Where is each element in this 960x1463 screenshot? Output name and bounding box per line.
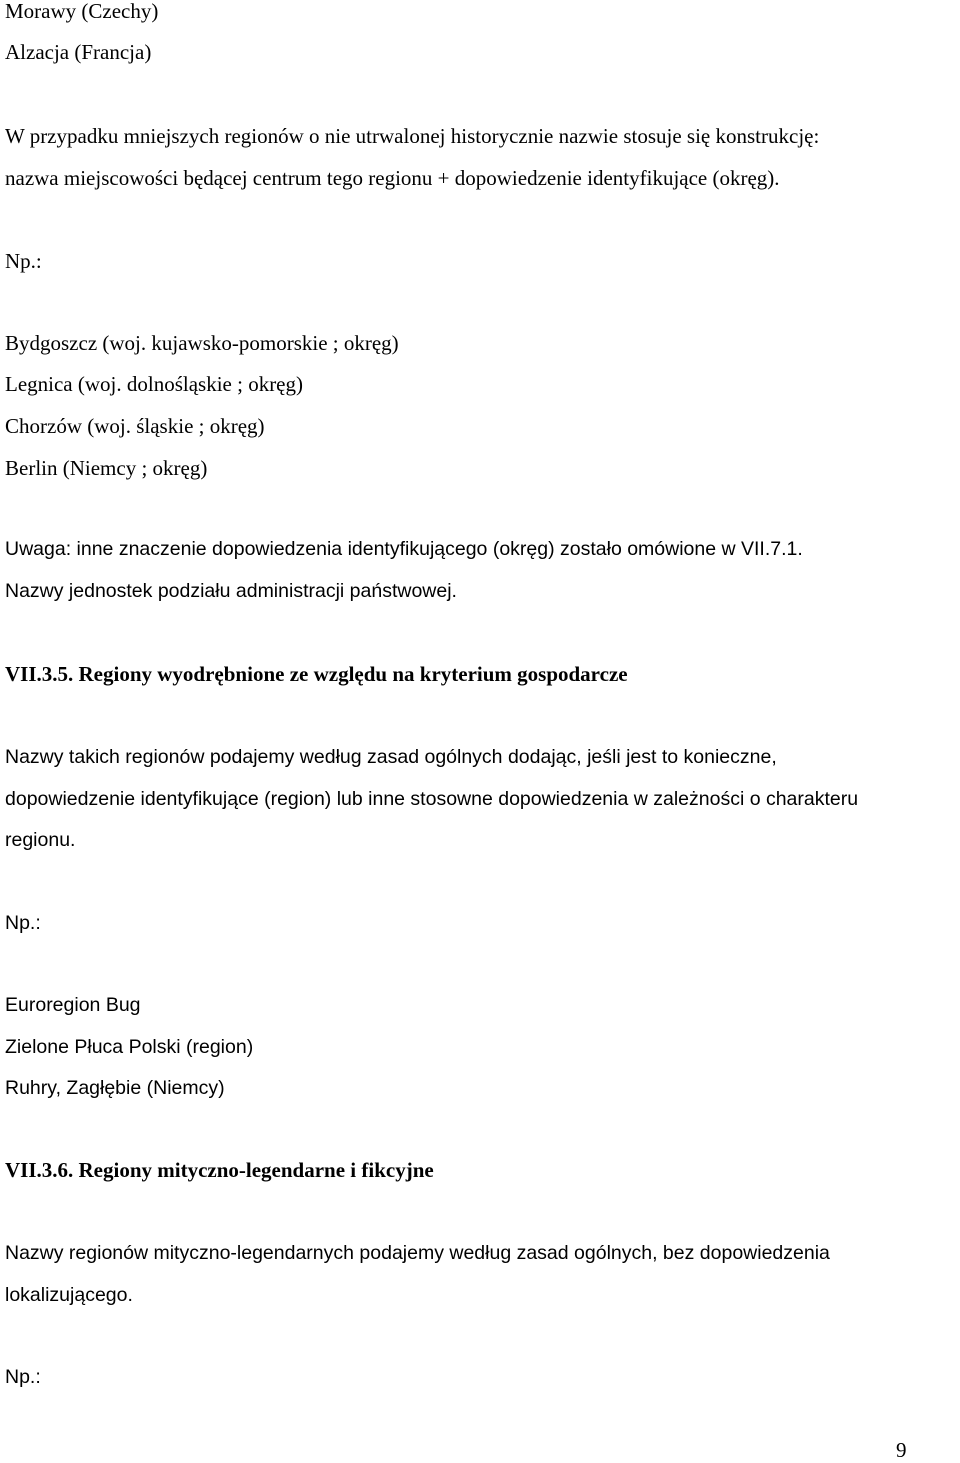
list-item: Bydgoszcz (woj. kujawsko-pomorskie ; okręg) [5, 331, 399, 355]
note-line: Uwaga: inne znaczenie dopowiedzenia identyfikującego (okręg) zostało omówione w VII.7.1. [5, 538, 803, 560]
paragraph-line: regionu. [5, 829, 76, 851]
list-item: Morawy (Czechy) [5, 0, 159, 23]
note-line: Nazwy jednostek podziału administracji państwowej. [5, 580, 457, 602]
paragraph-line: W przypadku mniejszych regionów o nie utrwalonej historycznie nazwie stosuje się konstrukcję: [5, 124, 820, 148]
paragraph-line: lokalizującego. [5, 1284, 133, 1306]
list-item: Ruhry, Zagłębie (Niemcy) [5, 1077, 225, 1099]
list-item: Zielone Płuca Polski (region) [5, 1036, 254, 1058]
list-item: Euroregion Bug [5, 994, 141, 1016]
section-heading: VII.3.5. Regiony wyodrębnione ze względu na kryterium gospodarcze [5, 662, 628, 686]
list-item: Chorzów (woj. śląskie ; okręg) [5, 414, 265, 438]
paragraph-line: dopowiedzenie identyfikujące (region) lub inne stosowne dopowiedzenia w zależności o charakteru [5, 788, 859, 810]
example-label: Np.: [5, 1366, 41, 1388]
example-label: Np.: [5, 912, 41, 934]
example-label: Np.: [5, 249, 42, 273]
list-item: Legnica (woj. dolnośląskie ; okręg) [5, 372, 303, 396]
page-number: 9 [896, 1438, 907, 1462]
list-item: Alzacja (Francja) [5, 40, 152, 64]
paragraph-line: Nazwy takich regionów podajemy według zasad ogólnych dodając, jeśli jest to konieczne, [5, 746, 777, 768]
list-item: Berlin (Niemcy ; okręg) [5, 456, 208, 480]
section-heading: VII.3.6. Regiony mityczno-legendarne i fikcyjne [5, 1158, 434, 1182]
paragraph-line: Nazwy regionów mityczno-legendarnych podajemy według zasad ogólnych, bez dopowiedzenia [5, 1242, 830, 1264]
paragraph-line: nazwa miejscowości będącej centrum tego regionu + dopowiedzenie identyfikujące (okręg). [5, 166, 780, 190]
